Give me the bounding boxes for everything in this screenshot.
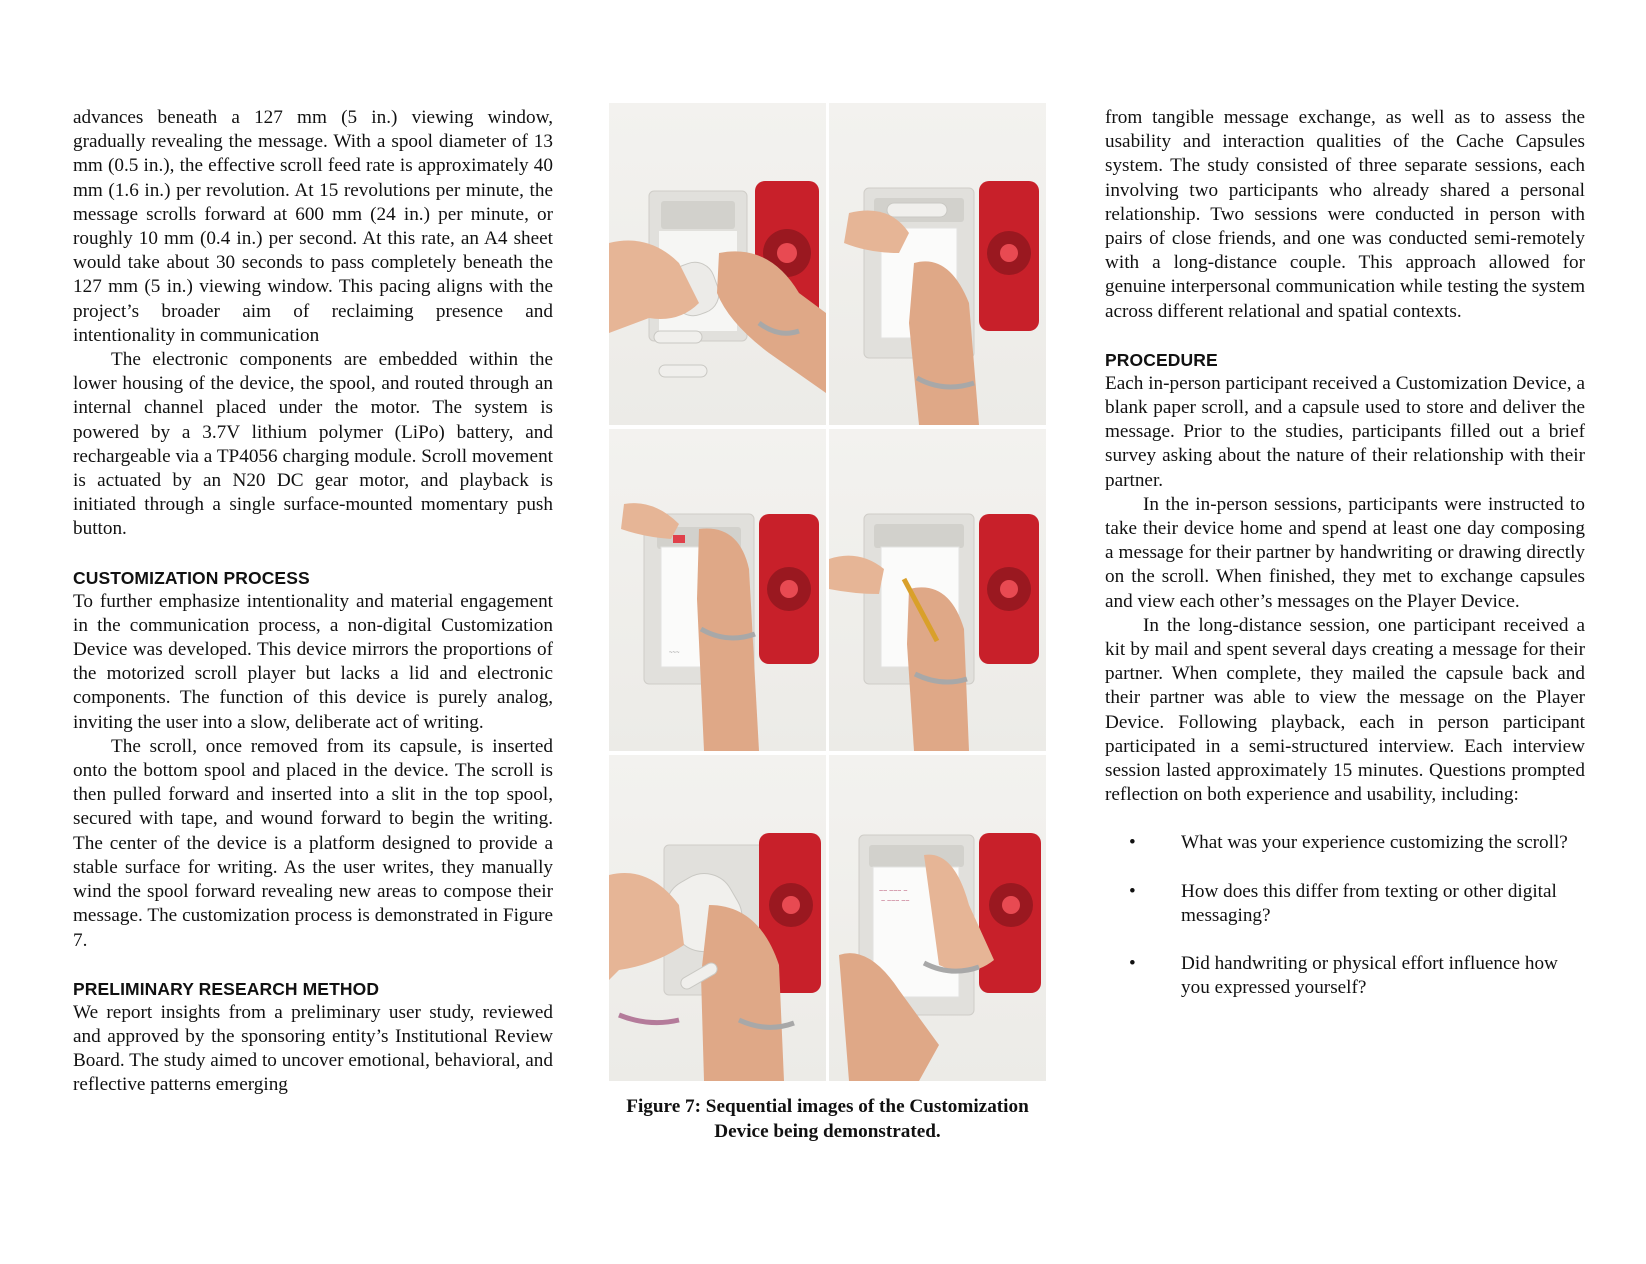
paragraph-scroll-insertion: The scroll, once removed from its capsule, is inserted onto the bottom spool and placed in the device. The scroll is then pulled forward and inserted into a slit in the top spool, secured with tape, and wound forward to begin the writing. The center of the device is a platform designed to provide a stable surface for writing. As the user writes, they manually wind the spool forward revealing new areas to compose their message. The customization process is demonstrated in Figure 7. (73, 735, 553, 951)
list-item: • Did handwriting or physical effort influence how you expressed yourself? (1129, 953, 1558, 999)
photo-write-message-icon (829, 429, 1046, 751)
paragraph-procedure-intro: Each in-person participant received a Customization Device, a blank paper scroll, and a capsule used to store and deliver the message. Prior to the studies, participants filled out a brief survey asking about the nature of their relationship with their partner. (1105, 372, 1585, 491)
heading-preliminary-research-method: PRELIMINARY RESEARCH METHOD (73, 978, 380, 999)
figure-panel-step-6 (829, 755, 1046, 1081)
paragraph-spool-rate: advances beneath a 127 mm (5 in.) viewing window, gradually revealing the message. With a spool diameter of 13 mm (0.5 in.), the effective scroll feed rate is approximately 40 mm (1.6 in.) per revolution. At 15 revolutions per minute, the message scrolls forward at 600 mm (24 in.) per minute, or roughly 10 mm (0.4 in.) per second. At this rate, an A4 sheet would take about 30 seconds to pass completely beneath the 127 mm (5 in.) viewing window. This pacing aligns with the project’s broader aim of reclaiming presence and intentionality in communication (73, 107, 553, 346)
interview-questions-list (1105, 831, 1585, 1000)
paragraph-user-study: We report insights from a preliminary user study, reviewed and approved by the sponsoring entity’s Institutional Review Board. The study aimed to uncover emotional, behavioral, and reflective patterns emerging (73, 1001, 553, 1096)
figure-panel-step-3 (609, 429, 826, 751)
left-column (73, 106, 553, 1098)
list-item: • How does this differ from texting or other digital messaging? (1129, 880, 1557, 926)
photo-insert-scroll-icon (609, 103, 826, 425)
figure-panel-step-4 (829, 429, 1046, 751)
bullet-icon: • (1129, 880, 1136, 902)
figure-caption: Figure 7: Sequential images of the Customization Device being demonstrated. (626, 1096, 1029, 1142)
paragraph-study-overview: from tangible message exchange, as well as to assess the usability and interaction qualities of the Cache Capsules system. The study consisted of three separate sessions, each involving two participants who already shared a personal relationship. Two sessions were conducted in person with pairs of close friends, and one was conducted semi-remotely with a long-distance couple. This approach allowed for genuine interpersonal communication while testing the system across different relational and spatial contexts. (1105, 107, 1585, 322)
figure-panel-step-5 (609, 755, 826, 1081)
photo-roll-scroll-icon (609, 755, 826, 1081)
right-column (1105, 106, 1585, 1025)
paragraph-in-person-sessions: In the in-person sessions, participants were instructed to take their device home and spend at least one day composing a message for their partner by handwriting or drawing directly on the scroll. When finished, they met to exchange capsules and view each other’s messages on the Player Device. (1105, 493, 1585, 612)
bullet-icon: • (1129, 953, 1136, 975)
svg-text:~ ~~~ ~~: ~ ~~~ ~~ (881, 898, 910, 905)
heading-procedure: PROCEDURE (1105, 349, 1218, 370)
photo-wind-spool-icon (829, 755, 1046, 1081)
photo-secure-tape-icon (609, 429, 826, 751)
list-item: • What was your experience customizing the scroll? (1105, 831, 1585, 855)
svg-text:~~~: ~~~ (669, 650, 680, 656)
bullet-icon: • (1129, 832, 1136, 854)
svg-text:~~ ~~~ ~: ~~ ~~~ ~ (879, 888, 908, 895)
heading-customization-process: CUSTOMIZATION PROCESS (73, 567, 310, 588)
figure-panel-step-2 (829, 103, 1046, 425)
paragraph-electronics: The electronic components are embedded within the lower housing of the device, the spool, and routed through an internal channel placed under the motor. The system is powered by a 3.7V lithium polymer (LiPo) battery, and rechargeable via a TP4056 charging module. Scroll movement is actuated by an N20 DC gear motor, and playback is initiated through a single surface-mounted momentary push button. (73, 349, 553, 540)
photo-pull-scroll-icon (829, 103, 1046, 425)
figure-panel-step-1 (609, 103, 826, 425)
paragraph-customization-device: To further emphasize intentionality and material engagement in the communication process, a non-digital Customization Device was developed. This device mirrors the proportions of the motorized scroll player but lacks a lid and electronic components. The function of this device is purely analog, inviting the user into a slow, deliberate act of writing. (73, 590, 553, 733)
figure-7 (609, 103, 1046, 1083)
paragraph-long-distance-session: In the long-distance session, one participant received a kit by mail and spent several days creating a message for their partner. When complete, they mailed the capsule back and their partner was able to view the message on the Player Device. Following playback, each in person participant participated in a semi-structured interview. Each interview session lasted approximately 15 minutes. Questions prompted reflection on both experience and usability, including: (1105, 614, 1585, 806)
